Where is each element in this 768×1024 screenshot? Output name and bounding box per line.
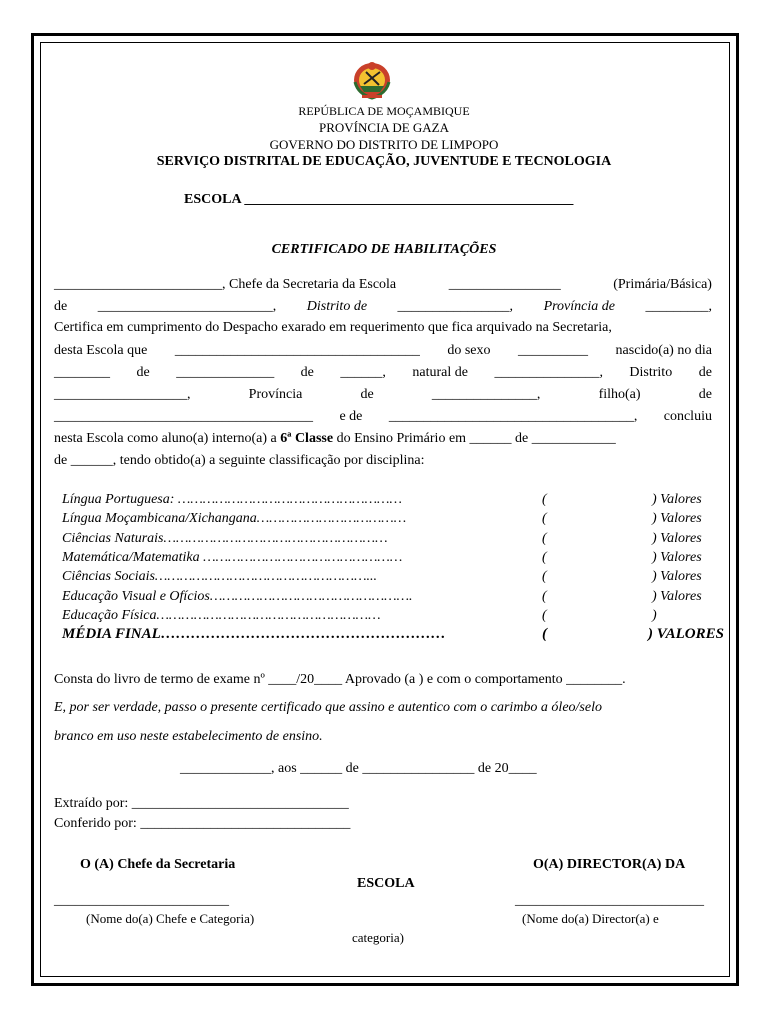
categoria-label: categoria) [352,930,404,945]
text-segment: (Primária/Básica) [613,277,712,292]
grade-paren: ( [542,549,547,565]
grade-value: ) [652,607,657,623]
grade-value: ) Valores [652,549,702,565]
text-segment: _______________, [494,365,603,380]
text-segment: Distrito de [306,299,368,314]
body-line-8 [54,431,616,447]
text-segment: _________, [645,299,712,314]
text-segment: do sexo [447,343,491,358]
school-blank: _______________________________________________ [244,192,574,207]
text-segment: de [136,365,150,380]
certificate-title: CERTIFICADO DE HABILITAÇÕES [271,242,497,257]
body-line-2 [54,299,712,315]
text-segment: de [698,365,712,380]
text-segment: ___________________________________, [388,409,638,424]
text-segment: ________ [54,365,110,380]
text-segment: ___________________________________ [174,343,420,358]
text-segment: e de [339,409,363,424]
date-line: _____________, aos ______ de ________________ de 20____ [180,761,537,776]
school-line [184,192,573,208]
grade-subject: Educação Visual e Ofícios…………………………………………. [62,588,413,604]
text-segment: ______________ [176,365,275,380]
text-segment: de [360,387,374,402]
grade-subject: Ciências Naturais……………………………………………… [62,530,388,546]
verdade-line-2: branco em uso neste estabelecimento de ensino. [54,729,323,744]
conferido-line: Conferido por: ______________________________ [54,816,351,831]
header-service: SERVIÇO DISTRITAL DE EDUCAÇÃO, JUVENTUDE E TECNOLOGIA [156,154,612,169]
verdade-line-1: E, por ser verdade, passo o presente certificado que assino e autentico com o carimbo a óleo/selo [54,700,602,715]
text-segment: concluiu [663,409,712,424]
grade-row [62,509,742,528]
text-segment: de [698,387,712,402]
header-province: PROVÍNCIA DE GAZA [319,120,449,135]
text-segment: Província [248,387,303,402]
grade-row [62,606,742,625]
grade-row [62,529,742,548]
body-line-1 [54,277,712,293]
grade-row [62,567,742,586]
text-segment: ________________, [397,299,514,314]
chefe-name: (Nome do(a) Chefe e Categoria) [86,911,255,926]
body-line-5 [54,365,712,381]
grade-paren: ( [542,607,547,623]
director-name: (Nome do(a) Director(a) e [522,911,659,926]
director-title: O(A) DIRECTOR(A) DA [533,857,686,872]
grade-subject: Língua Moçambicana/Xichangana……………………………… [62,511,407,527]
chefe-signature-line: _________________________ [54,893,229,908]
text-segment: natural de [412,365,468,380]
body-line-3: Certifica em cumprimento do Despacho exarado em requerimento que fica arquivado na Secretaria, [54,320,612,335]
school-label: ESCOLA [184,192,241,207]
body-line-6 [54,387,712,403]
final-subject: MÉDIA FINAL………………………………………………… [62,626,446,642]
text-segment: desta Escola que [54,343,148,358]
grade-paren: ( [542,511,547,527]
text-segment: de [300,365,314,380]
text-segment: __________ [518,343,589,358]
text-segment: ______, [340,365,386,380]
grade-value: ) Valores [652,530,702,546]
grade-paren: ( [542,530,547,546]
text-segment: filho(a) [598,387,641,402]
text-segment: de [54,299,68,314]
grade-row [62,587,742,606]
coat-of-arms-icon [352,58,392,100]
grade-subject: Educação Física……………………………………………… [62,607,381,623]
escola-label: ESCOLA [357,876,415,891]
text-segment: ________________ [448,277,561,292]
body-line-7 [54,409,712,425]
text-segment: _______________, [431,387,541,402]
grade-paren: ( [542,569,547,585]
grade-paren: ( [542,492,547,507]
text-segment: ___________________, [54,387,191,402]
grade-row [62,490,742,509]
text-segment: nesta Escola como aluno(a) interno(a) a [54,431,281,446]
grade-subject: Matemática/Matematika ………………………………………… [62,549,403,565]
grade-value: ) Valores [652,511,702,527]
grade-value: ) Valores [652,569,702,585]
grade-value: ) Valores [652,588,702,604]
grade-paren: ( [542,588,547,604]
text-segment: ________________________, Chefe da Secretaria da Escola [54,277,397,292]
body-line-9: de ______, tendo obtido(a) a seguinte classificação por disciplina: [54,453,425,468]
grade-value: ) Valores [652,492,702,507]
director-signature-line: ___________________________ [515,893,704,908]
text-segment: _________________________, [97,299,277,314]
text-segment: do Ensino Primário em ______ de ____________ [333,431,616,446]
body-line-4 [54,343,712,359]
grade-subject: Ciências Sociais……………………………………………... [62,569,378,585]
livro-line: Consta do livro de termo de exame nº ____/20____ Aprovado (a ) e com o comportamento ________. [54,672,626,687]
header-republic: REPÚBLICA DE MOÇAMBIQUE [298,104,470,118]
grade-row [62,548,742,567]
grade-subject: Língua Portuguesa: ……………………………………………… [62,492,402,507]
class-label: 6ª Classe [280,431,334,446]
header-government: GOVERNO DO DISTRITO DE LIMPOPO [269,137,499,152]
extraido-line: Extraído por: _______________________________ [54,796,349,811]
final-value: ) VALORES [648,626,724,642]
text-segment: _____________________________________ [54,409,313,424]
text-segment: Distrito [629,365,673,380]
chefe-title: O (A) Chefe da Secretaria [80,857,236,872]
text-segment: nascido(a) no dia [615,343,712,358]
final-paren: ( [542,626,547,642]
final-grade-row [62,625,742,644]
text-segment: Província de [543,299,615,314]
